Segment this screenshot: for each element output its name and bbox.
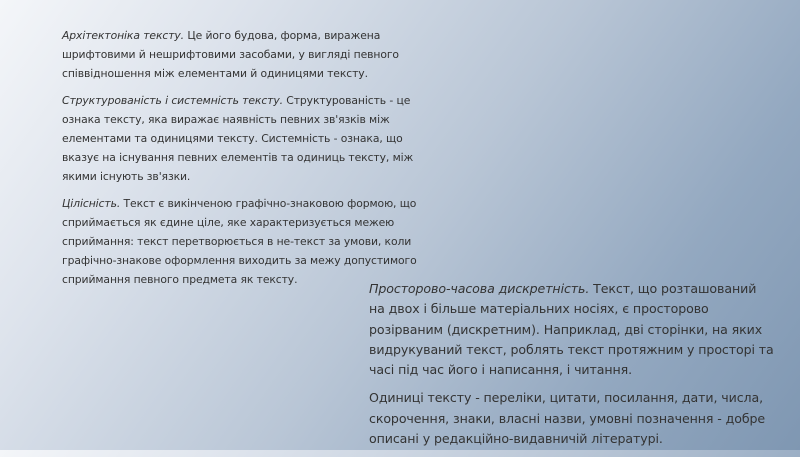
top-text-block <box>62 26 426 297</box>
bottom-text-block <box>369 279 774 457</box>
term-discreteness: Просторово-часова дискретність. <box>369 281 590 296</box>
paragraph-architectonics <box>62 26 426 83</box>
paragraph-text: Це його будова, форма, виражена шрифтовими й нешрифтовими засобами, у вигляді певного співвідношення між елементами й одиницями тексту. <box>62 29 399 80</box>
paragraph-text-units <box>369 388 774 449</box>
paragraph-integrity <box>62 194 426 289</box>
paragraph-text: Структурованість - це ознака тексту, яка виражає наявність певних зв'язків між елементами та одиницями тексту. Системність - ознака, що вказує на існування певних елементів та одиниць тексту, між якими існують зв'язки. <box>62 94 414 183</box>
paragraph-text: Текст є викінченою графічно-знаковою формою, що сприймається як єдине ціле, яке характеризується межею сприймання: текст перетворюється в не-текст за умови, коли графічно-знакове оформлення виходить за межу допустимого сприймання певного предмета як тексту. <box>62 197 417 286</box>
term-structure: Структурованість і системність тексту. <box>62 94 283 107</box>
paragraph-text: Текст, що розташований на двох і більше матеріальних носіях, є просторово розірваним (дискретним). Наприклад, дві сторінки, на яких видрукуваний текст, роблять текст протяжним у просторі та часі під час його і написання, і читання. <box>369 281 774 378</box>
term-integrity: Цілісність. <box>62 197 121 210</box>
paragraph-discreteness <box>369 279 774 380</box>
term-architectonics: Архітектоніка тексту. <box>62 29 185 42</box>
paragraph-text: Одиниці тексту - переліки, цитати, посилання, дати, числа, скорочення, знаки, власні назви, умовні позначення - добре описані у редакційно-видавничій літературі. <box>369 390 766 447</box>
paragraph-structure <box>62 91 426 186</box>
